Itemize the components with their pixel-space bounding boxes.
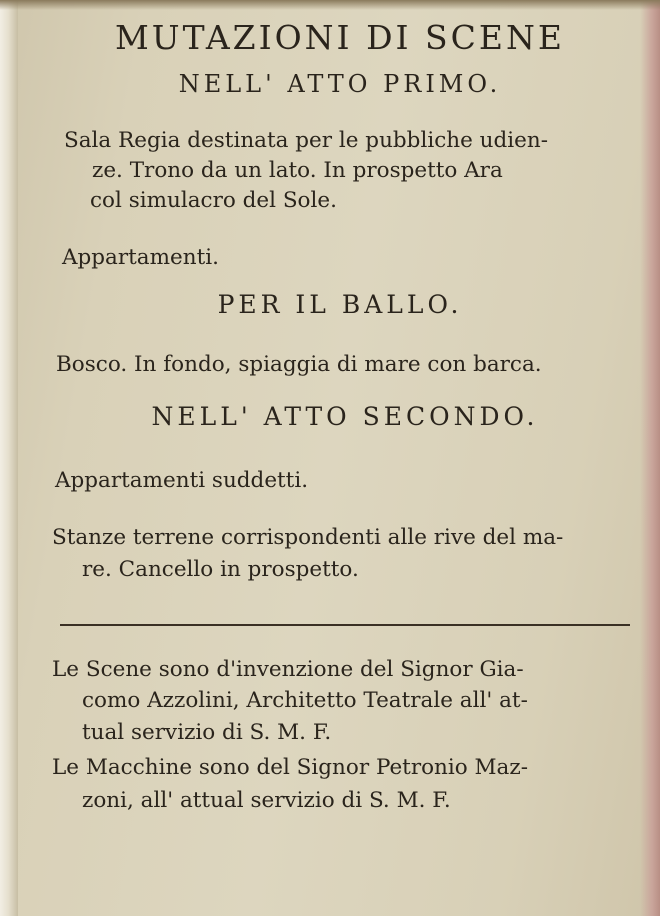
page-top-shadow [0,0,660,10]
stanze-line-1: Stanze terrene corrispondenti alle rive del ma- [52,525,564,550]
credits-macchine-line-1: Le Macchine sono del Signor Petronio Maz- [52,755,528,780]
page-right-edge [640,0,660,916]
stanze-line-2: re. Cancello in prospetto. [82,557,359,582]
page-title: MUTAZIONI DI SCENE [115,18,565,57]
section-heading-ballo: PER IL BALLO. [217,290,463,319]
credits-scene-line-3: tual servizio di S. M. F. [82,720,332,745]
atto-primo-line-2: ze. Trono da un lato. In prospetto Ara [92,158,503,183]
credits-macchine-line-2: zoni, all' attual servizio di S. M. F. [82,788,451,813]
credits-scene-line-1: Le Scene sono d'invenzione del Signor Gia- [52,657,524,682]
atto-primo-line-1: Sala Regia destinata per le pubbliche udien- [64,128,548,153]
appartamenti-line: Appartamenti. [62,245,219,270]
section-heading-atto-secondo: NELL' ATTO SECONDO. [151,402,539,431]
ballo-line: Bosco. In fondo, spiaggia di mare con barca. [56,352,542,377]
page-left-edge [0,0,18,916]
atto-primo-line-3: col simulacro del Sole. [90,188,337,213]
section-heading-atto-primo: NELL' ATTO PRIMO. [178,70,502,98]
credits-scene-line-2: como Azzolini, Architetto Teatrale all' at- [82,688,528,713]
appartamenti-suddetti-line: Appartamenti suddetti. [55,468,309,493]
divider-rule [60,624,630,626]
